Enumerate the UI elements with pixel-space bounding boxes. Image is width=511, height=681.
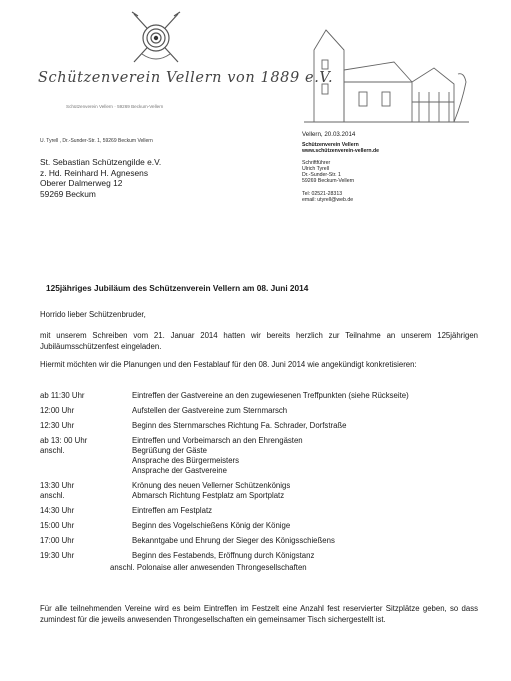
schedule-item: Beginn des Sternmarsches Richtung Fa. Schrader, Dorfstraße — [132, 421, 347, 430]
schedule-row — [40, 551, 490, 573]
greeting: Horrido lieber Schützenbruder, — [40, 310, 146, 319]
schedule-row — [40, 536, 490, 546]
paragraph-intro: mit unserem Schreiben vom 21. Januar 2014 hatten wir bereits herzlich zur Teilnahme an unserem 125jährigen Jubiläumsschützenfest eingeladen. — [40, 331, 478, 351]
sender-street: Dr.-Sunder-Str. 1 — [302, 172, 341, 179]
club-address-subline: Schützenverein Vellern · 59269 Beckum-Vellern — [66, 104, 164, 109]
sender-name: Ulrich Tyrell — [302, 166, 329, 173]
schedule-row — [40, 421, 490, 431]
schedule-item: Ansprache der Gastvereine — [132, 466, 227, 475]
sender-city: 59269 Beckum-Vellern — [302, 178, 355, 185]
schedule-row — [40, 391, 490, 401]
schedule-item: Eintreffen am Festplatz — [132, 506, 213, 515]
schedule-item: Aufstellen der Gastvereine zum Sternmarsch — [132, 406, 288, 415]
letter-title: 125jähriges Jubiläum des Schützenverein Vellern am 08. Juni 2014 — [46, 283, 309, 293]
schedule-item: Beginn des Festabends, Eröffnung durch Königstanz — [132, 551, 315, 560]
paragraph-closing: Für alle teilnehmenden Vereine wird es beim Eintreffen im Festzelt eine Anzahl fest reservierter Sitzplätze geben, so dass zumindest für die jeweils anwesenden Throngesellschaften ein gemeinsamer Tisch sichergestellt ist. — [40, 604, 478, 624]
schedule-item: Abmarsch Richtung Festplatz am Sportplatz — [132, 491, 285, 500]
sender-email: email: utyrell@web.de — [302, 196, 354, 203]
schedule-item: Eintreffen und Vorbeimarsch an den Ehrengästen — [132, 436, 303, 445]
schedule-row — [40, 506, 490, 516]
schedule-item: Beginn des Vogelschießens König der Könige — [132, 521, 291, 530]
schedule-time: 14:30 Uhr — [40, 506, 75, 515]
schedule-time: 12:00 Uhr — [40, 406, 75, 415]
schedule-time: 19:30 Uhr — [40, 551, 75, 560]
schedule-time: 17:00 Uhr — [40, 536, 75, 545]
sender-role: Schriftführer — [302, 160, 331, 167]
schedule-time: 15:00 Uhr — [40, 521, 75, 530]
sender-info-block — [302, 137, 379, 203]
club-emblem-icon — [128, 8, 184, 68]
schedule-row — [40, 406, 490, 416]
schedule-item: Ansprache des Bürgermeisters — [132, 456, 240, 465]
schedule-item: anschl. Polonaise aller anwesenden Throngesellschaften — [110, 563, 307, 572]
schedule-item: Begrüßung der Gäste — [132, 446, 207, 455]
schedule-row — [40, 436, 490, 476]
schedule-row — [40, 521, 490, 531]
recipient-line: z. Hd. Reinhard H. Agnesens — [40, 167, 149, 178]
schedule-time: 13:30 Uhr anschl. — [40, 481, 75, 500]
schedule-row — [40, 481, 490, 501]
recipient-line: Oberer Dalmerweg 12 — [40, 178, 123, 189]
sender-phone: Tel: 02521-28313 — [302, 190, 343, 197]
schedule-time: 12:30 Uhr — [40, 421, 75, 430]
sender-club: Schützenverein Vellern — [302, 142, 359, 148]
schedule-item: Bekanntgabe und Ehrung der Sieger des Königsschießens — [132, 536, 335, 545]
recipient-line: St. Sebastian Schützengilde e.V. — [40, 157, 162, 167]
sender-website: www.schützenverein-vellern.de — [302, 148, 380, 155]
letter-date: Vellern, 20.03.2014 — [302, 131, 356, 138]
club-name-heading: Schützenverein Vellern von 1889 e.V. — [38, 70, 334, 86]
schedule-item: Krönung des neuen Vellerner Schützenkönigs — [132, 481, 291, 490]
paragraph-plan: Hiermit möchten wir die Planungen und den Festablauf für den 08. Juni 2014 wie angekündigt konkretisieren: — [40, 360, 417, 369]
recipient-line: 59269 Beckum — [40, 188, 96, 199]
schedule-time: ab 11:30 Uhr — [40, 391, 85, 400]
schedule-time: ab 13: 00 Uhr anschl. — [40, 436, 88, 455]
recipient-address — [40, 157, 161, 199]
schedule-list — [40, 391, 490, 573]
schedule-item: Eintreffen der Gastvereine an den zugewiesenen Treffpunkten (siehe Rückseite) — [132, 391, 409, 400]
sender-return-line: U. Tyrell , Dr.-Sunder-Str. 1, 59269 Beckum Vellern — [40, 138, 153, 144]
